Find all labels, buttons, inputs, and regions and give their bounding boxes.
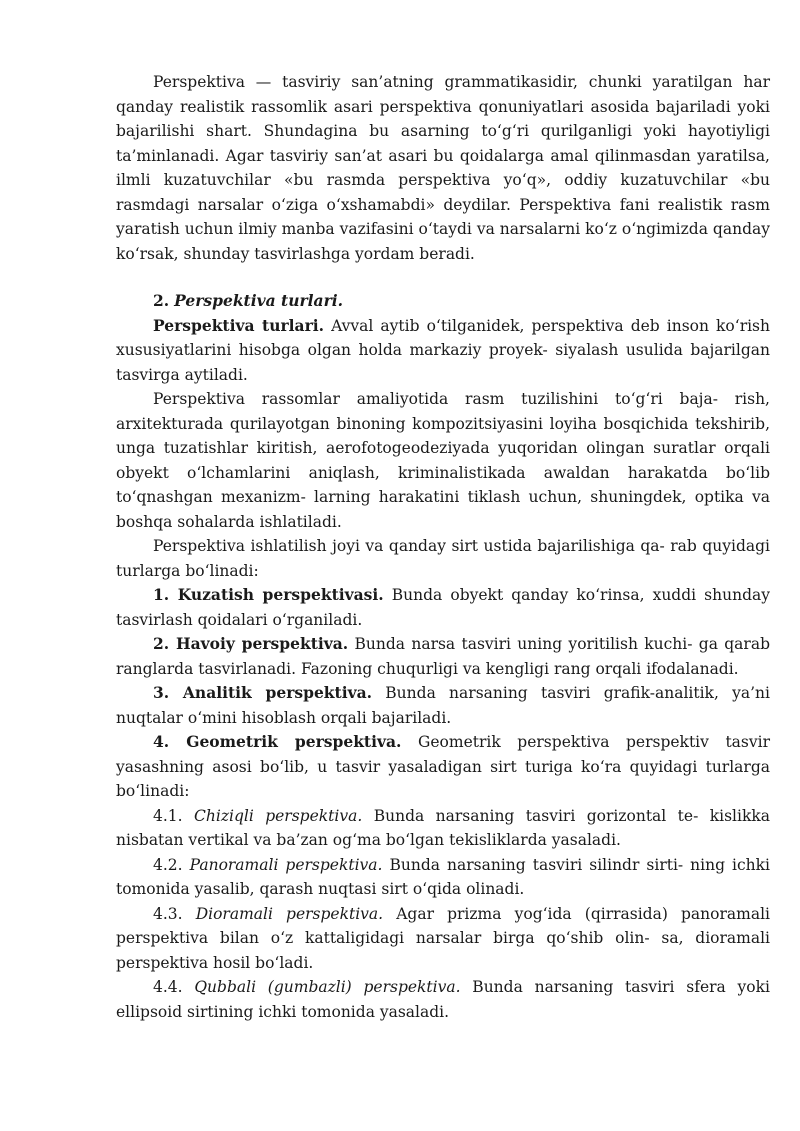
type-text: Geometrik perspektiva perspektiv tasvir yasashning asosi bo‘lib, u tasvir yasaladigan sirt turiga ko‘ra quyidagi turlarga bo‘linadi: [116, 733, 770, 800]
subtype-text: Bunda narsaning tasviri silindr sirti- ning ichki tomonida yasalib, qarash nuqtasi sirt o‘qida olinadi. [116, 855, 771, 898]
subtype-number: 4.3. [153, 904, 196, 923]
paragraph-gap [116, 266, 770, 289]
section-heading [116, 289, 770, 314]
type-title: 2. Havoiy perspektiva. [153, 634, 349, 653]
type-title: 4. Geometrik perspektiva. [153, 732, 402, 751]
section-title: Perspektiva turlari. [174, 291, 344, 310]
subtype-text: Bunda narsaning tasviri gorizontal te- kislikka nisbatan vertikal va ba’zan og‘ma bo‘lgan tekisliklarda yasaladi. [116, 806, 770, 849]
type-item [116, 730, 770, 804]
intro-paragraph: Perspektiva — tasviriy san’atning grammatikasidir, chunki yaratilgan har qanday realistik rassomlik asari perspektiva qonuniyatlari asosida bajariladi yoki bajarilishi shart. Shundagina bu asarning to‘g‘ri qurilganligi yoki hayotiyligi ta’minlanadi. Agar tasviriy san’at asari bu qoidalarga amal qilinmasdan yaratilsa, ilmli kuzatuvchilar «bu rasmda perspektiva yo‘q», oddiy kuzatuvchilar «bu rasmdagi narsalar o‘ziga o‘xshamabdi» deydilar. Perspektiva fani realistik rasm yaratish uchun ilmiy manba vazifasini o‘taydi va narsalarni ko‘z o‘ngimizda qanday ko‘rsak, shunday tasvirlashga yordam beradi. [116, 73, 770, 263]
types-intro: Perspektiva ishlatilish joyi va qanday sirt ustida bajarilishiga qa- rab quyidagi turlarga bo‘linadi: [116, 537, 770, 580]
type-text: Bunda narsa tasviri uning yoritilish kuchi- ga qarab ranglarda tasvirlanadi. Fazoning chuqurligi va kengligi rang orqali ifodalanadi. [116, 635, 770, 678]
type-text: Bunda obyekt qanday ko‘rinsa, xuddi shunday tasvirlash qoidalari o‘rganiladi. [116, 586, 771, 629]
type-title: 3. Analitik perspektiva. [153, 683, 373, 702]
subtype-title: Qubbali (gumbazli) perspektiva. [194, 978, 461, 996]
subtype-number: 4.2. [153, 855, 190, 874]
type-text: Bunda narsaning tasviri grafik-analitik, ya’ni nuqtalar o‘mini hisoblash orqali bajariladi. [116, 684, 770, 727]
subtype-item [116, 975, 770, 1024]
subtype-title: Dioramali perspektiva. [195, 904, 384, 923]
definition-text: Avval aytib o‘tilganidek, perspektiva deb inson ko‘rish xususiyatlarini hisobga olgan holda markaziy proyek- siyalash usulida bajarilgan tasvirga aytiladi. [116, 316, 770, 384]
subtype-title: Panoramali perspektiva. [189, 855, 383, 874]
subtype-text: Agar prizma yog‘ida (qirrasida) panoramali perspektiva bilan o‘z kattaligidagi narsalar birga qo‘shib olin- sa, dioramali perspektiva hosil bo‘ladi. [116, 904, 770, 972]
type-item [116, 583, 770, 632]
subtype-title: Chiziqli perspektiva. [194, 806, 363, 825]
definition-paragraph [116, 314, 770, 388]
type-title: 1. Kuzatish perspektivasi. [153, 585, 384, 604]
usage-paragraph: Perspektiva rassomlar amaliyotida rasm tuzilishini to‘g‘ri baja- rish, arxitekturada qurilayotgan binoning kompozitsiyasini loyiha bosqichida tekshirib, unga tuzatishlar kiritish, aerofotogeodeziyada yuqoridan olingan suratlar orqali obyekt o‘lchamlarini aniqlash, kriminalistikada awaldan harakatda bo‘lib to‘qnashgan mexanizm- larning harakatini tiklash uchun, shuningdek, optika va boshqa sohalarda ishlatiladi. [116, 390, 770, 531]
subtype-item [116, 804, 770, 853]
subtype-item [116, 902, 770, 976]
section-number: 2. [153, 291, 170, 310]
definition-term: Perspektiva turlari. [153, 315, 325, 335]
type-item [116, 632, 770, 681]
subtype-item [116, 853, 770, 902]
subtype-number: 4.4. [153, 978, 195, 996]
subtype-text: Bunda narsaning tasviri sfera yoki ellipsoid sirtining ichki tomonida yasaladi. [116, 978, 770, 1021]
type-item [116, 681, 770, 730]
subtype-number: 4.1. [153, 806, 195, 825]
